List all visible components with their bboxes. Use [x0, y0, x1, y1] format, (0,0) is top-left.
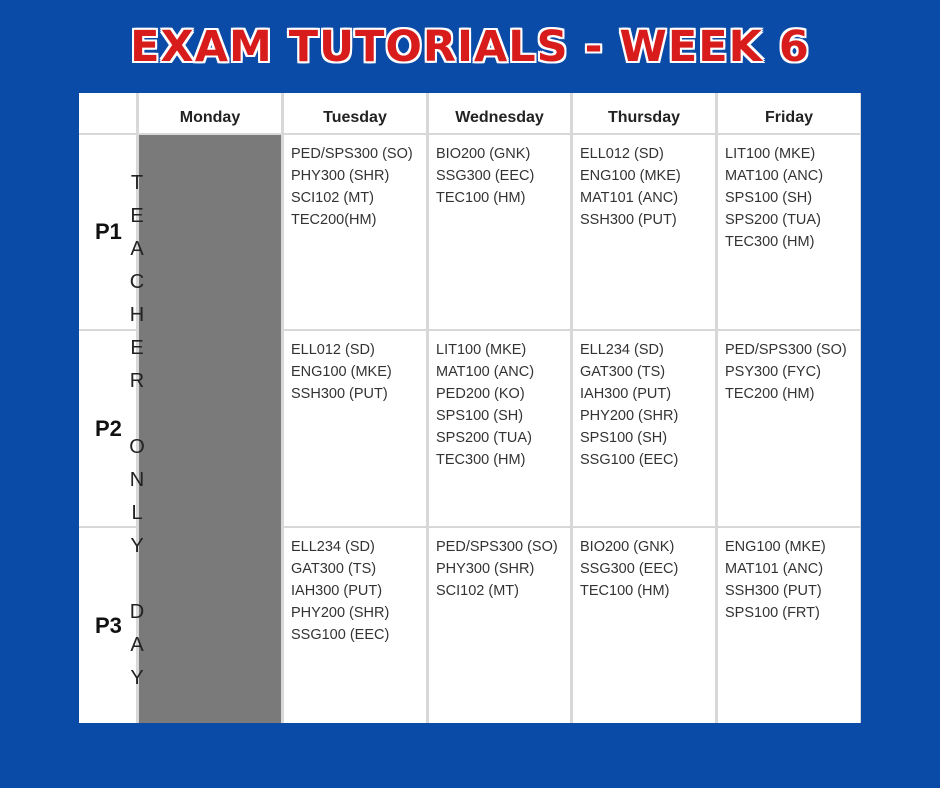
cell-p3-tuesday	[284, 528, 426, 723]
period-label-p1: P1	[79, 135, 136, 329]
course-entry: PED/SPS300 (SO)	[291, 146, 413, 162]
cell-p2-thursday	[573, 331, 715, 526]
course-entry: MAT100 (ANC)	[436, 364, 535, 380]
header-tuesday: Tuesday	[284, 93, 426, 133]
course-entry: SSG300 (EEC)	[436, 168, 535, 184]
course-entry: SSH300 (PUT)	[725, 583, 822, 599]
teacher-only-day-label	[117, 167, 157, 695]
course-entry: PHY300 (SHR)	[291, 168, 390, 184]
course-entry: SSG300 (EEC)	[580, 561, 679, 577]
vertical-letter: C	[129, 271, 145, 293]
vertical-letter	[117, 563, 157, 596]
course-entry: SPS100 (SH)	[580, 430, 668, 446]
cell-p3-wednesday	[429, 528, 570, 723]
course-entry: SPS100 (SH)	[436, 408, 524, 424]
course-entry: BIO200 (GNK)	[580, 539, 675, 555]
course-entry: IAH300 (PUT)	[291, 583, 383, 599]
cell-p3-friday	[718, 528, 860, 723]
course-entry: GAT300 (TS)	[291, 561, 377, 577]
vertical-letter: H	[129, 304, 145, 326]
course-entry: ENG100 (MKE)	[725, 539, 826, 555]
course-entry: MAT100 (ANC)	[725, 168, 824, 184]
course-entry: SPS100 (SH)	[725, 190, 813, 206]
cell-p2-tuesday	[284, 331, 426, 526]
course-entry: TEC300 (HM)	[725, 234, 815, 250]
course-entry: ELL012 (SD)	[291, 342, 375, 358]
course-entry: MAT101 (ANC)	[725, 561, 824, 577]
cell-p1-friday	[718, 135, 860, 329]
cell-p3-thursday	[573, 528, 715, 723]
course-entry: SCI102 (MT)	[436, 583, 519, 599]
header-friday: Friday	[718, 93, 860, 133]
vertical-letter: A	[130, 238, 144, 260]
course-entry: LIT100 (MKE)	[436, 342, 527, 358]
course-entry: TEC300 (HM)	[436, 452, 526, 468]
course-entry: SSH300 (PUT)	[580, 212, 677, 228]
course-entry: PHY300 (SHR)	[436, 561, 535, 577]
course-entry: SPS100 (FRT)	[725, 605, 820, 621]
timetable	[79, 93, 861, 723]
course-entry: GAT300 (TS)	[580, 364, 666, 380]
header-monday: Monday	[139, 93, 281, 133]
course-entry: PED200 (KO)	[436, 386, 525, 402]
course-entry: BIO200 (GNK)	[436, 146, 531, 162]
cell-p2-wednesday	[429, 331, 570, 526]
course-entry: PED/SPS300 (SO)	[436, 539, 558, 555]
vertical-letter: E	[130, 337, 144, 359]
course-entry: SPS200 (TUA)	[725, 212, 821, 228]
course-entry: TEC200 (HM)	[725, 386, 815, 402]
header-thursday: Thursday	[573, 93, 715, 133]
period-label-p3: P3	[79, 528, 136, 723]
vertical-letter	[117, 398, 157, 431]
period-label-p2: P2	[79, 331, 136, 526]
cell-p2-friday	[718, 331, 860, 526]
cell-p1-wednesday	[429, 135, 570, 329]
course-entry: PHY200 (SHR)	[291, 605, 390, 621]
course-entry: IAH300 (PUT)	[580, 386, 672, 402]
course-entry: LIT100 (MKE)	[725, 146, 816, 162]
course-entry: SSG100 (EEC)	[291, 627, 390, 643]
course-entry: SPS200 (TUA)	[436, 430, 532, 446]
cell-p1-tuesday	[284, 135, 426, 329]
course-entry: SSH300 (PUT)	[291, 386, 388, 402]
vertical-letter: N	[129, 469, 145, 491]
cell-p1-thursday	[573, 135, 715, 329]
course-entry: PHY200 (SHR)	[580, 408, 679, 424]
course-entry: ELL234 (SD)	[580, 342, 664, 358]
vertical-letter: E	[130, 205, 144, 227]
vertical-letter: D	[129, 601, 145, 623]
page-title: EXAM TUTORIALS - WEEK 6	[130, 22, 810, 72]
course-entry: TEC200(HM)	[291, 212, 377, 228]
course-entry: SSG100 (EEC)	[580, 452, 679, 468]
course-entry: PSY300 (FYC)	[725, 364, 821, 380]
vertical-letter: T	[130, 172, 144, 194]
vertical-letter: O	[129, 436, 145, 458]
vertical-letter: L	[131, 502, 143, 524]
course-entry: ENG100 (MKE)	[580, 168, 681, 184]
vertical-letter: R	[129, 370, 145, 392]
corner-cell	[79, 93, 136, 133]
course-entry: TEC100 (HM)	[436, 190, 526, 206]
course-entry: ENG100 (MKE)	[291, 364, 392, 380]
course-entry: ELL234 (SD)	[291, 539, 375, 555]
monday-teacher-only-block	[139, 135, 281, 723]
course-entry: ELL012 (SD)	[580, 146, 664, 162]
course-entry: TEC100 (HM)	[580, 583, 670, 599]
vertical-letter: A	[130, 634, 144, 656]
course-entry: SCI102 (MT)	[291, 190, 374, 206]
course-entry: MAT101 (ANC)	[580, 190, 679, 206]
header-wednesday: Wednesday	[429, 93, 570, 133]
course-entry: PED/SPS300 (SO)	[725, 342, 847, 358]
vertical-letter: Y	[130, 667, 144, 689]
vertical-letter: Y	[130, 535, 144, 557]
